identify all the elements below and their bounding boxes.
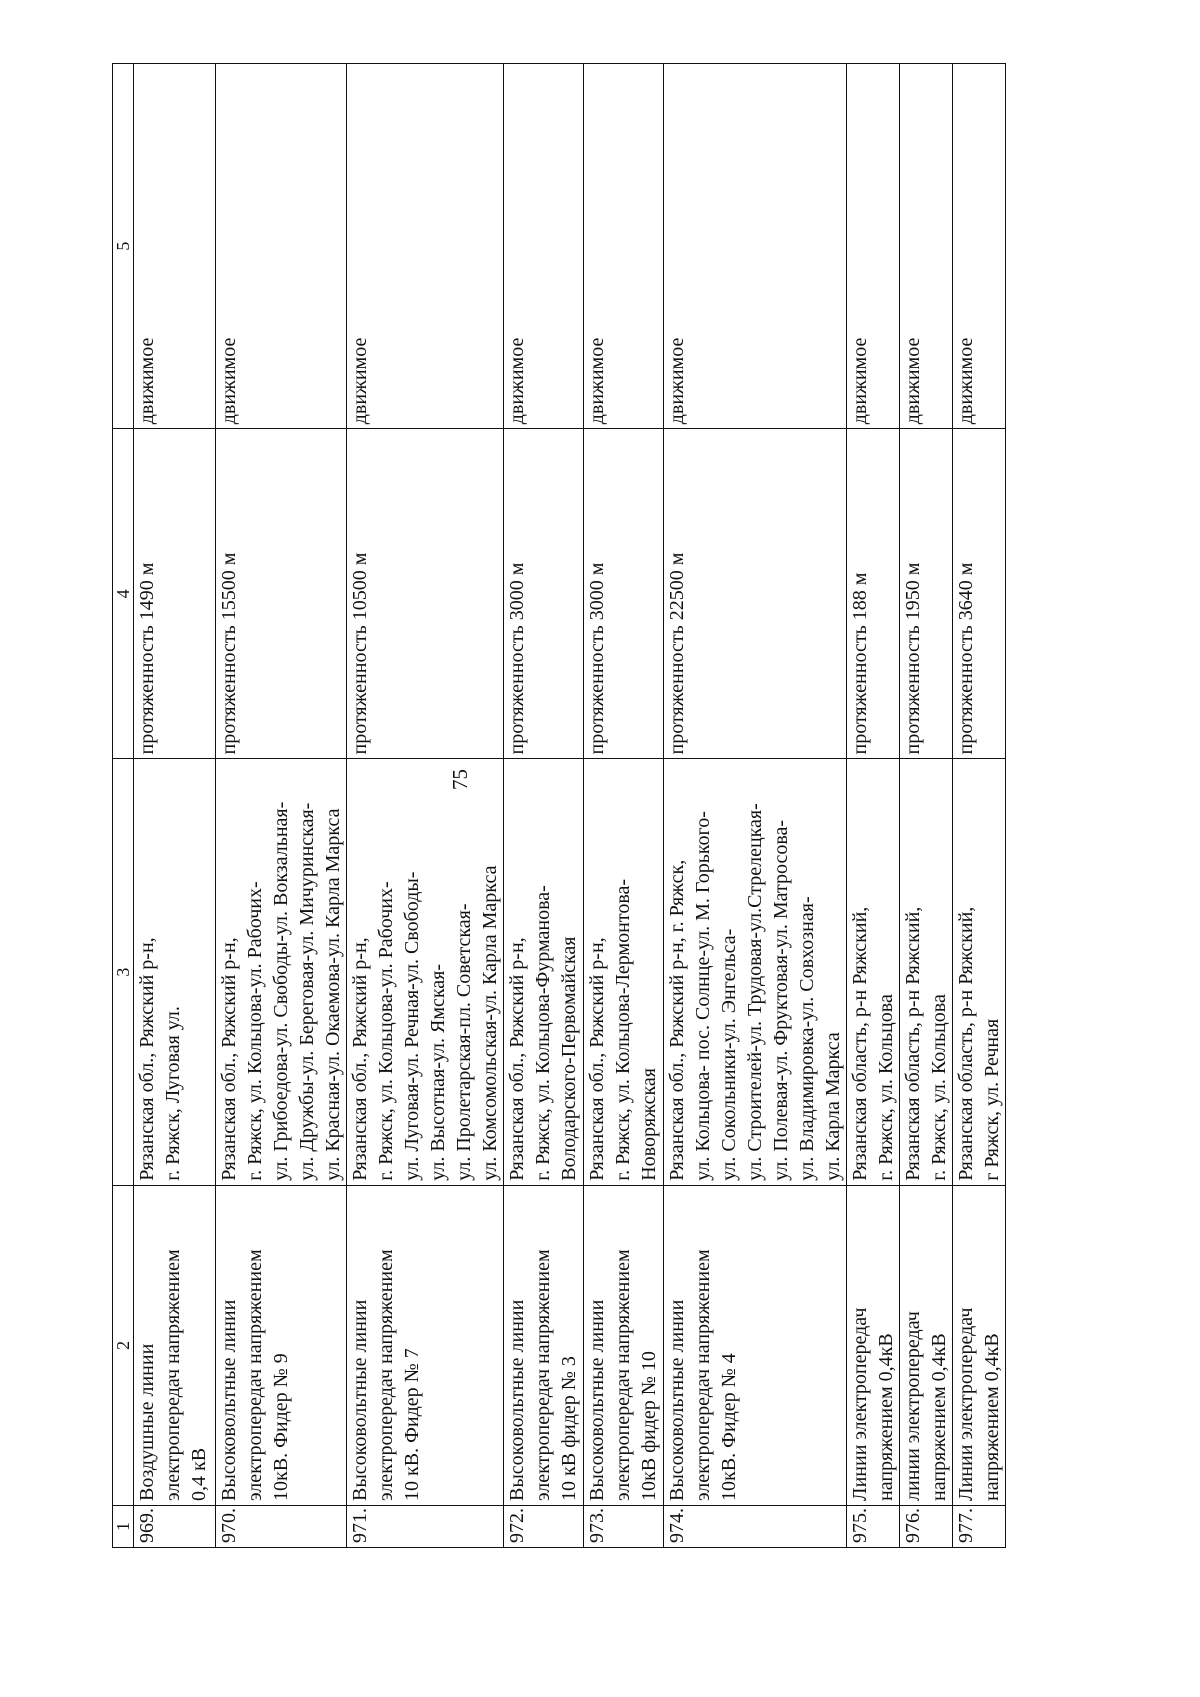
cell-line: Воздушные линии [136, 1343, 158, 1501]
object-name [953, 1185, 1006, 1505]
object-name [847, 1185, 900, 1505]
cell-line: Рязанская обл., Ряжский р-н, [506, 937, 528, 1181]
table-body [134, 64, 1006, 1548]
object-address [953, 759, 1006, 1185]
table-row [216, 64, 347, 1548]
cell-line: Высоковольтные линии [349, 1299, 371, 1501]
cell-line: ул. Луговая-ул. Речная-ул. Свободы- [401, 871, 423, 1181]
property-type: движимое [584, 64, 664, 429]
cell-line: ул. Грибоедова-ул. Свободы-ул. Вокзальная- [270, 801, 292, 1181]
cell-line: Рязанская область, р-н Ряжский, [955, 906, 977, 1181]
table-row [847, 64, 900, 1548]
cell-line: напряжением 0,4кВ [875, 1333, 897, 1501]
header-col-3: 3 [113, 759, 134, 1185]
cell-line: Высоковольтные линии [506, 1299, 528, 1501]
table-row [953, 64, 1006, 1548]
cell-line: ул. Комсомольская-ул. Карла Маркса [479, 865, 501, 1181]
cell-line: г. Ряжск, ул. Кольцова-ул. Рабочих- [375, 881, 397, 1181]
page-number: 75 [448, 769, 472, 790]
cell-line: 10кВ. Фидер № 9 [270, 1353, 292, 1501]
cell-line: Рязанская обл., Ряжский р-н, г. Ряжск, [666, 859, 688, 1181]
cell-line: г. Ряжск, Луговая ул. [162, 1006, 184, 1181]
cell-line: г. Ряжск, ул. Кольцова [875, 994, 897, 1181]
cell-line: электропередач напряжением [162, 1249, 184, 1501]
object-length: протяженность 1490 м [134, 429, 216, 759]
cell-line: ул. Красная-ул. Окаемова-ул. Карла Маркса [322, 808, 344, 1181]
object-address [134, 759, 216, 1185]
table-row [504, 64, 584, 1548]
object-address [347, 759, 504, 1185]
object-name [134, 1185, 216, 1505]
table-row [584, 64, 664, 1548]
cell-line: электропередач напряжением [692, 1249, 714, 1501]
cell-line: Рязанская обл., Ряжский р-н, [218, 937, 240, 1181]
cell-line: г. Ряжск, ул. Кольцова-Лермонтова- [612, 878, 634, 1181]
cell-line: ул. Полевая-ул. Фруктовая-ул. Матросова- [770, 819, 792, 1181]
cell-line: ул. Владимировка-ул. Совхозная- [796, 896, 818, 1181]
object-address [584, 759, 664, 1185]
row-number: 974. [664, 1505, 847, 1547]
table-header-row [113, 64, 134, 1548]
row-number: 971. [347, 1505, 504, 1547]
table-row [900, 64, 953, 1548]
cell-line: напряжением 0,4кВ [981, 1333, 1003, 1501]
rotated-table-container [112, 63, 1097, 1548]
cell-line: 10кВ фидер № 10 [638, 1351, 660, 1501]
cell-line: Линии электропередач [955, 1307, 977, 1501]
cell-line: Рязанская обл., Ряжский р-н, [349, 937, 371, 1181]
table-row [134, 64, 216, 1548]
cell-line: ул. Строителей-ул. Трудовая-ул.Стрелецкая- [744, 803, 766, 1181]
row-number: 973. [584, 1505, 664, 1547]
object-length: протяженность 3640 м [953, 429, 1006, 759]
property-type: движимое [900, 64, 953, 429]
object-address [900, 759, 953, 1185]
property-type: движимое [664, 64, 847, 429]
property-type: движимое [504, 64, 584, 429]
row-number: 969. [134, 1505, 216, 1547]
object-length: протяженность 3000 м [584, 429, 664, 759]
header-col-2: 2 [113, 1185, 134, 1505]
cell-line: г. Ряжск, ул. Кольцова-ул. Рабочих- [244, 881, 266, 1181]
cell-line: электропередач напряжением [375, 1249, 397, 1501]
cell-line: Володарского-Первомайская [558, 936, 580, 1181]
cell-line: ул. Дружбы-ул. Береговая-ул. Мичуринская- [296, 802, 318, 1181]
row-number: 975. [847, 1505, 900, 1547]
object-address [664, 759, 847, 1185]
row-number: 970. [216, 1505, 347, 1547]
cell-line: 0,4 кВ [188, 1447, 210, 1501]
object-name [664, 1185, 847, 1505]
object-length: протяженность 1950 м [900, 429, 953, 759]
cell-line: электропередач напряжением [612, 1249, 634, 1501]
property-type: движимое [347, 64, 504, 429]
object-name [216, 1185, 347, 1505]
cell-line: Рязанская область, р-н Ряжский, [849, 906, 871, 1181]
property-type: движимое [134, 64, 216, 429]
cell-line: 10кВ. Фидер № 4 [718, 1353, 740, 1501]
cell-line: Высоковольтные линии [586, 1299, 608, 1501]
object-address [504, 759, 584, 1185]
cell-line: г. Ряжск, ул. Кольцова-Фурманова- [532, 885, 554, 1181]
object-name [347, 1185, 504, 1505]
cell-line: г. Ряжск, ул. Кольцова [928, 994, 950, 1181]
table-row [347, 64, 504, 1548]
object-name [504, 1185, 584, 1505]
cell-line: ул. Пролетарская-пл. Советская- [453, 903, 475, 1181]
cell-line: ул. Высотная-ул. Ямская- [427, 963, 449, 1181]
property-type: движимое [953, 64, 1006, 429]
object-address [847, 759, 900, 1185]
property-table [112, 63, 1006, 1548]
cell-line: напряжением 0,4кВ [928, 1333, 950, 1501]
object-length: протяженность 3000 м [504, 429, 584, 759]
cell-line: Высоковольтные линии [218, 1299, 240, 1501]
cell-line: г Ряжск, ул. Речная [981, 1018, 1003, 1181]
object-name [900, 1185, 953, 1505]
object-length: протяженность 15500 м [216, 429, 347, 759]
cell-line: Рязанская область, р-н Ряжский, [902, 906, 924, 1181]
table-row [664, 64, 847, 1548]
cell-line: ул. Карла Маркса [822, 1032, 844, 1181]
header-col-1: 1 [113, 1505, 134, 1547]
object-length: протяженность 10500 м [347, 429, 504, 759]
property-type: движимое [847, 64, 900, 429]
cell-line: ул. Кольцова- пос. Солнце-ул. М. Горького- [692, 811, 714, 1181]
cell-line: линии электропередач [902, 1311, 924, 1501]
object-address [216, 759, 347, 1185]
cell-line: электропередач напряжением [244, 1249, 266, 1501]
cell-line: Рязанская обл., Ряжский р-н, [586, 937, 608, 1181]
cell-line: 10 кВ. Фидер № 7 [401, 1348, 423, 1501]
cell-line: Рязанская обл., Ряжский р-н, [136, 937, 158, 1181]
cell-line: ул. Сокольники-ул. Энгельса- [718, 928, 740, 1181]
row-number: 976. [900, 1505, 953, 1547]
cell-line: электропередач напряжением [532, 1249, 554, 1501]
header-col-4: 4 [113, 429, 134, 759]
object-length: протяженность 188 м [847, 429, 900, 759]
cell-line: Высоковольтные линии [666, 1299, 688, 1501]
header-col-5: 5 [113, 64, 134, 429]
cell-line: Линии электропередач [849, 1307, 871, 1501]
cell-line: 10 кВ фидер № 3 [558, 1356, 580, 1501]
row-number: 972. [504, 1505, 584, 1547]
row-number: 977. [953, 1505, 1006, 1547]
cell-line: Новоряжская [638, 1068, 660, 1181]
object-name [584, 1185, 664, 1505]
object-length: протяженность 22500 м [664, 429, 847, 759]
property-type: движимое [216, 64, 347, 429]
